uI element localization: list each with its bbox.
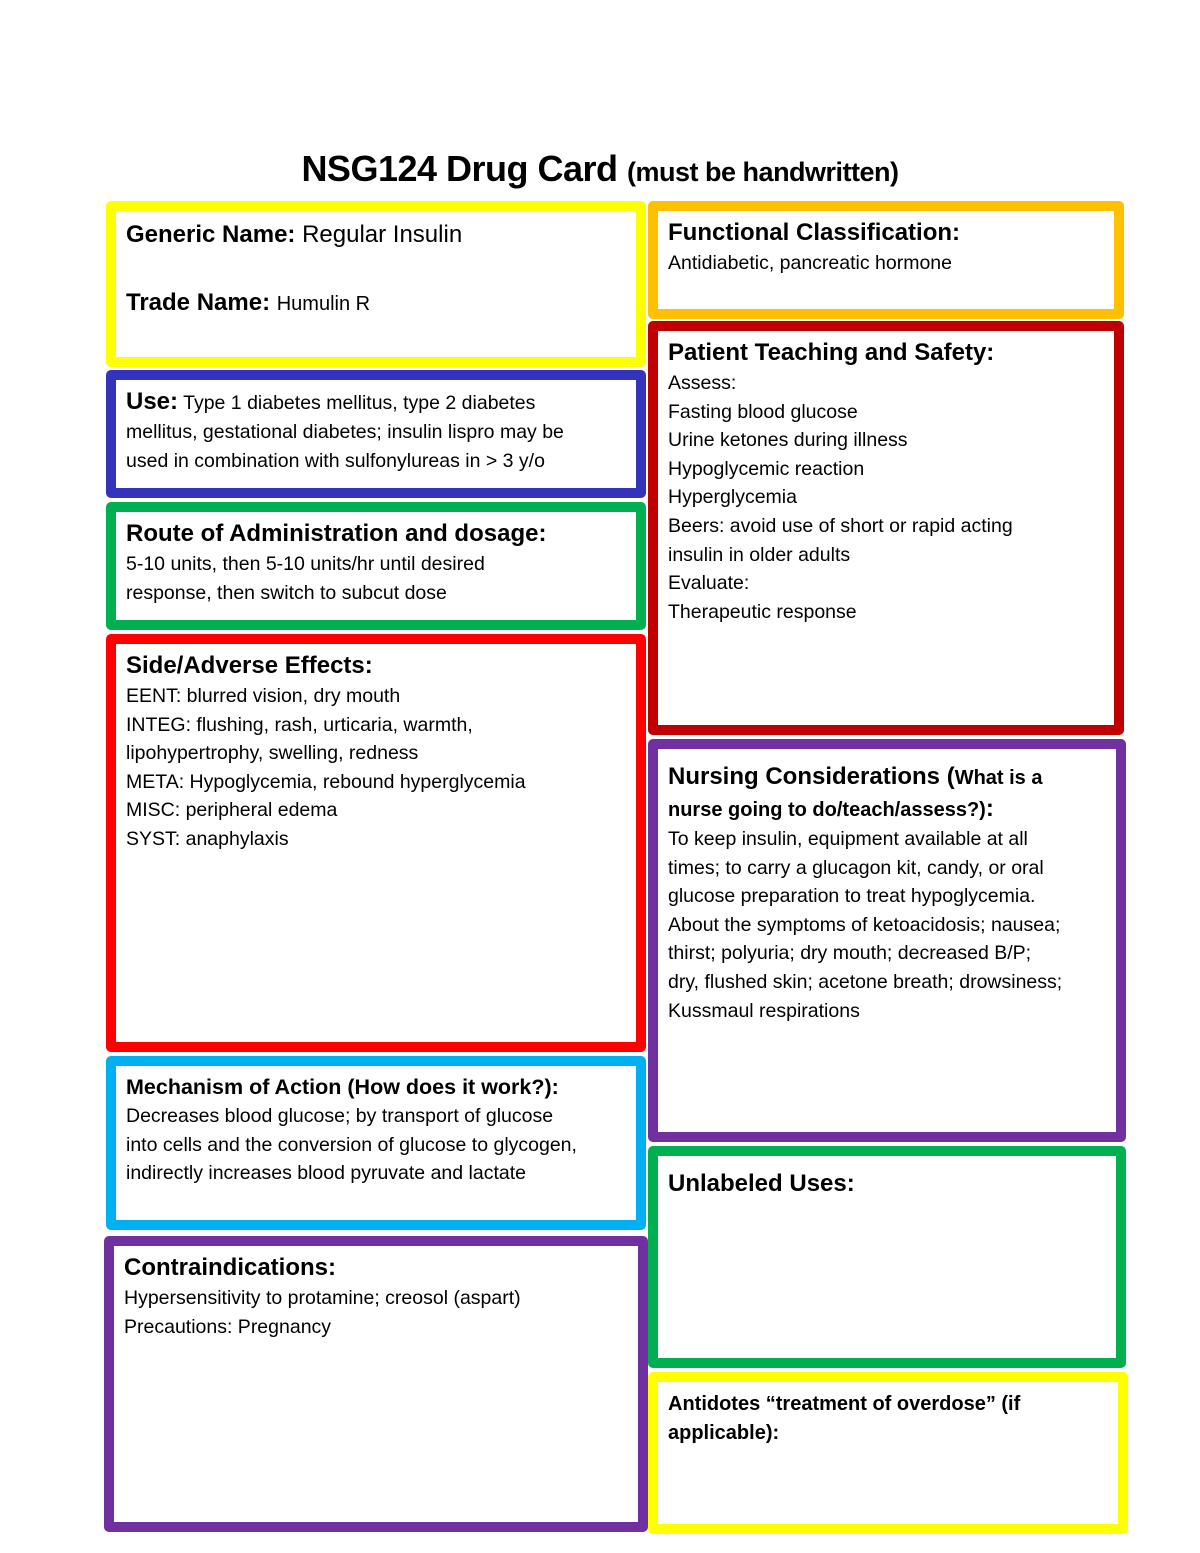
antidotes-label [668, 1390, 1108, 1448]
route-line: 5-10 units, then 5-10 units/hr until desired [126, 553, 485, 575]
route-label: Route of Administration and dosage: [126, 520, 547, 547]
teaching-line: Evaluate: [668, 572, 750, 595]
teaching-line: Therapeutic response [668, 600, 857, 623]
nursing-line: Kussmaul respirations [668, 999, 860, 1022]
side-effects-label: Side/Adverse Effects: [126, 652, 373, 679]
nursing-line: times; to carry a glucagon kit, candy, or oral [668, 856, 1044, 879]
mechanism-box [106, 1056, 646, 1230]
route-box [106, 502, 646, 630]
contraindication-line: Hypersensitivity to protamine; creosol (aspart) [124, 1287, 521, 1309]
generic-name-row [126, 219, 626, 251]
generic-name-value: Regular Insulin [302, 221, 463, 248]
generic-name-label: Generic Name: [126, 221, 296, 248]
use-line: mellitus, gestational diabetes; insulin lispro may be [126, 421, 564, 443]
patient-teaching-box [648, 321, 1124, 735]
trade-name-row [126, 287, 626, 320]
nursing-label-line2: nurse going to do/teach/assess?) [668, 799, 986, 821]
unlabeled-label: Unlabeled Uses: [668, 1170, 855, 1197]
nursing-line: thirst; polyuria; dry mouth; decreased B/P; [668, 942, 1032, 965]
unlabeled-uses-box [648, 1146, 1126, 1368]
side-effect-line: SYST: anaphylaxis [126, 827, 289, 850]
teaching-line: Beers: avoid use of short or rapid acting [668, 514, 1013, 537]
teaching-line: Assess: [668, 372, 737, 394]
trade-name-value: Humulin R [276, 293, 371, 315]
side-effect-line: lipohypertrophy, swelling, redness [126, 742, 419, 765]
title-note: (must be handwritten) [627, 157, 899, 187]
antidotes-label-line1: Antidotes “treatment of overdose” (if [668, 1393, 1021, 1415]
use-line: Type 1 diabetes mellitus, type 2 diabetes [183, 392, 536, 414]
nursing-line: To keep insulin, equipment available at all [668, 828, 1028, 850]
side-effect-line: MISC: peripheral edema [126, 799, 338, 822]
use-text [126, 386, 626, 475]
functional-label: Functional Classification: [668, 219, 961, 246]
antidotes-label-line2: applicable): [668, 1422, 780, 1444]
contraindications-box [104, 1236, 648, 1532]
nursing-label-row-2 [668, 794, 1106, 825]
teaching-line: Hypoglycemic reaction [668, 457, 865, 480]
contraindications-label: Contraindications: [124, 1254, 337, 1281]
use-line: used in combination with sulfonylureas in > 3 y/o [126, 449, 545, 472]
nursing-line: dry, flushed skin; acetone breath; drowsiness; [668, 970, 1063, 993]
functional-value: Antidiabetic, pancreatic hormone [668, 252, 952, 274]
contraindication-line: Precautions: Pregnancy [124, 1315, 332, 1338]
teaching-line: Hyperglycemia [668, 486, 797, 509]
page-title [0, 148, 1200, 190]
nursing-line: About the symptoms of ketoacidosis; nausea; [668, 913, 1061, 936]
side-effect-line: INTEG: flushing, rash, urticaria, warmth, [126, 713, 473, 736]
mechanism-label: Mechanism of Action (How does it work?): [126, 1075, 559, 1099]
use-box [106, 370, 646, 498]
trade-name-label: Trade Name: [126, 289, 271, 316]
nursing-label-small: What is a [954, 767, 1043, 789]
side-effect-line: EENT: blurred vision, dry mouth [126, 685, 401, 707]
mechanism-line: indirectly increases blood pyruvate and lactate [126, 1162, 526, 1185]
antidotes-box [648, 1372, 1128, 1534]
side-effect-line: META: Hypoglycemia, rebound hyperglycemia [126, 770, 526, 793]
nursing-label-row [668, 761, 1106, 794]
teaching-line: Fasting blood glucose [668, 400, 858, 423]
generic-name-box [106, 201, 646, 367]
mechanism-line: Decreases blood glucose; by transport of glucose [126, 1105, 554, 1127]
nursing-label: Nursing Considerations ( [668, 763, 955, 790]
nursing-considerations-box [648, 739, 1126, 1142]
mechanism-line: into cells and the conversion of glucose to glycogen, [126, 1133, 577, 1156]
teaching-label: Patient Teaching and Safety: [668, 339, 995, 366]
teaching-line: Urine ketones during illness [668, 429, 908, 452]
nursing-line: glucose preparation to treat hypoglycemia. [668, 885, 1036, 908]
teaching-line: insulin in older adults [668, 543, 851, 566]
title-main: NSG124 Drug Card [301, 148, 618, 189]
functional-classification-box [648, 201, 1124, 319]
side-effects-box [106, 634, 646, 1052]
use-label: Use: [126, 388, 179, 415]
nursing-label-colon: : [985, 795, 994, 822]
route-line: response, then switch to subcut dose [126, 581, 447, 604]
